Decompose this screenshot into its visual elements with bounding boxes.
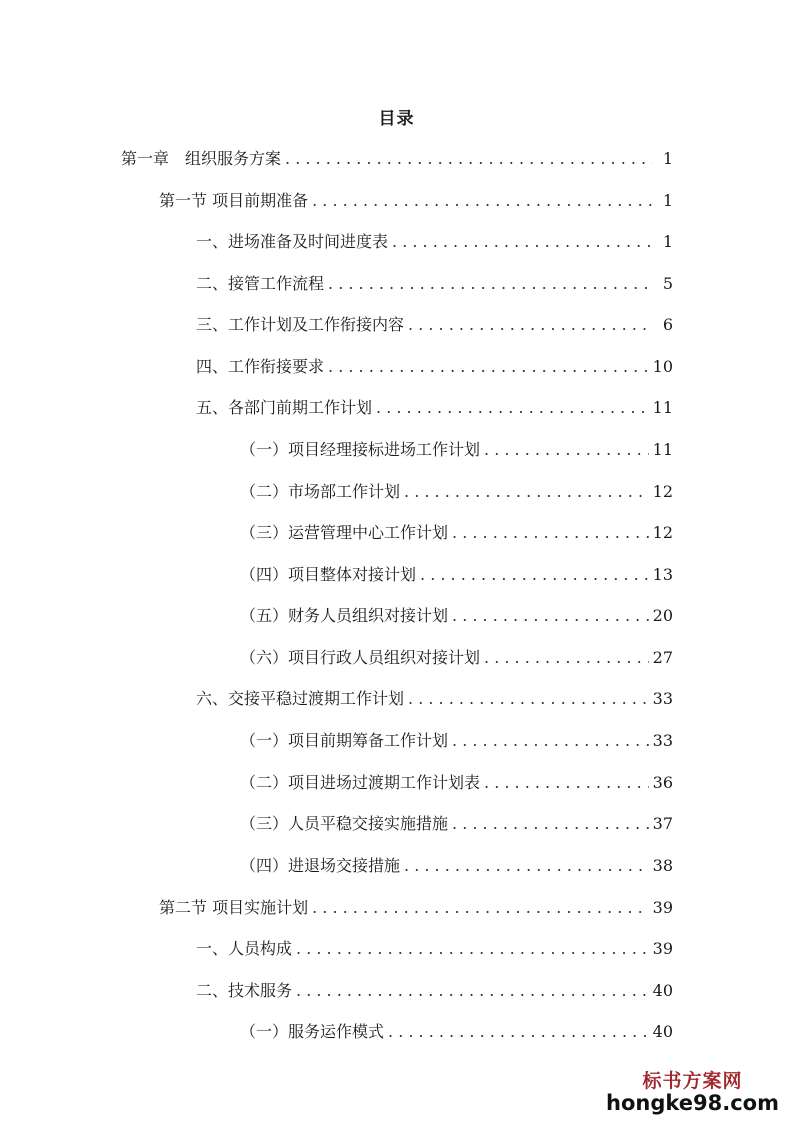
- toc-entry-page: 39: [652, 939, 673, 958]
- toc-entry[interactable]: [196, 687, 673, 711]
- toc-entry-label: 二、技术服务: [196, 981, 293, 1000]
- toc-entry-page: 33: [652, 689, 673, 708]
- toc-entry[interactable]: [240, 480, 673, 504]
- toc-entry[interactable]: [196, 355, 673, 379]
- toc-entry-label: （六）项目行政人员组织对接计划: [240, 648, 481, 667]
- toc-entry-page: 11: [652, 440, 673, 459]
- toc-entry[interactable]: [240, 1020, 673, 1044]
- toc-entry-label: 四、工作衔接要求: [196, 357, 325, 376]
- dot-leader: [408, 687, 649, 711]
- toc-entry-label: （三）运营管理中心工作计划: [240, 523, 449, 542]
- toc-entry[interactable]: [240, 854, 673, 878]
- toc-entry[interactable]: [196, 313, 673, 337]
- toc-entry-section-1[interactable]: [159, 189, 673, 213]
- toc-entry-label: 六、交接平稳过渡期工作计划: [196, 689, 405, 708]
- dot-leader: [452, 521, 649, 545]
- toc-entry-page: 33: [652, 731, 673, 750]
- toc-entry-page: 40: [652, 1022, 673, 1041]
- toc-entry-label: 第一章 组织服务方案: [121, 149, 282, 168]
- dot-leader: [452, 729, 649, 753]
- toc-entry[interactable]: [196, 230, 673, 254]
- dot-leader: [452, 604, 649, 628]
- toc-entry-page: 38: [652, 856, 673, 875]
- dot-leader: [404, 854, 649, 878]
- toc-entry[interactable]: [196, 937, 673, 961]
- toc-entry-label: （二）项目进场过渡期工作计划表: [240, 773, 481, 792]
- toc-entry-label: 二、接管工作流程: [196, 274, 325, 293]
- toc-entry-page: 5: [662, 274, 673, 293]
- dot-leader: [312, 896, 649, 920]
- toc-entry-label: （四）项目整体对接计划: [240, 565, 417, 584]
- toc-entry-page: 27: [652, 648, 673, 667]
- toc-entry-label: 第一节 项目前期准备: [159, 191, 309, 210]
- toc-entry[interactable]: [240, 438, 673, 462]
- toc-entry-label: （一）项目前期筹备工作计划: [240, 731, 449, 750]
- toc-entry-page: 13: [652, 565, 673, 584]
- toc-entry-page: 1: [662, 232, 673, 251]
- toc-entry-page: 10: [652, 357, 673, 376]
- toc-entry-label: 五、各部门前期工作计划: [196, 398, 373, 417]
- toc-entry[interactable]: [240, 729, 673, 753]
- dot-leader: [452, 812, 649, 836]
- toc-entry-page: 12: [652, 523, 673, 542]
- toc-entry-label: （四）进退场交接措施: [240, 856, 401, 875]
- toc-entry-page: 39: [652, 898, 673, 917]
- dot-leader: [404, 480, 649, 504]
- toc-entry-page: 20: [652, 606, 673, 625]
- toc-entry-page: 1: [662, 191, 673, 210]
- toc-entry-chapter-1[interactable]: [121, 147, 673, 171]
- dot-leader: [285, 147, 653, 171]
- watermark-logo: [606, 1072, 779, 1114]
- toc-entry-label: （一）服务运作模式: [240, 1022, 385, 1041]
- toc-entry-label: 一、进场准备及时间进度表: [196, 232, 389, 251]
- toc-entry-label: 一、人员构成: [196, 939, 293, 958]
- dot-leader: [376, 396, 649, 420]
- toc-entry-page: 12: [652, 482, 673, 501]
- toc-entry[interactable]: [240, 771, 673, 795]
- toc-entry[interactable]: [240, 563, 673, 587]
- dot-leader: [408, 313, 653, 337]
- toc-entry[interactable]: [240, 646, 673, 670]
- dot-leader: [328, 272, 653, 296]
- toc-entry[interactable]: [196, 396, 673, 420]
- dot-leader: [484, 771, 649, 795]
- toc-entry[interactable]: [240, 521, 673, 545]
- dot-leader: [312, 189, 653, 213]
- dot-leader: [392, 230, 653, 254]
- toc-entry[interactable]: [240, 604, 673, 628]
- toc-entry-section-2[interactable]: [159, 896, 673, 920]
- dot-leader: [296, 979, 649, 1003]
- toc-entry-page: 11: [652, 398, 673, 417]
- toc-entry-label: （三）人员平稳交接实施措施: [240, 814, 449, 833]
- toc-entry-label: （五）财务人员组织对接计划: [240, 606, 449, 625]
- toc-entry[interactable]: [196, 979, 673, 1003]
- dot-leader: [328, 355, 649, 379]
- dot-leader: [420, 563, 649, 587]
- dot-leader: [484, 438, 649, 462]
- watermark-chinese: 标书方案网: [642, 1070, 743, 1092]
- toc-entry-page: 40: [652, 981, 673, 1000]
- toc-entry[interactable]: [240, 812, 673, 836]
- dot-leader: [296, 937, 649, 961]
- toc-entry-page: 6: [662, 315, 673, 334]
- toc-entry-page: 1: [662, 149, 673, 168]
- toc-entry-label: （一）项目经理接标进场工作计划: [240, 440, 481, 459]
- watermark-url: hongke98.com: [606, 1091, 779, 1115]
- toc-entry-label: 第二节 项目实施计划: [159, 898, 309, 917]
- toc-entry-page: 36: [652, 773, 673, 792]
- dot-leader: [388, 1020, 649, 1044]
- toc-title: 目录: [378, 109, 415, 129]
- toc-entry-label: （二）市场部工作计划: [240, 482, 401, 501]
- dot-leader: [484, 646, 649, 670]
- toc-entry-page: 37: [652, 814, 673, 833]
- toc-entry-label: 三、工作计划及工作衔接内容: [196, 315, 405, 334]
- toc-entry[interactable]: [196, 272, 673, 296]
